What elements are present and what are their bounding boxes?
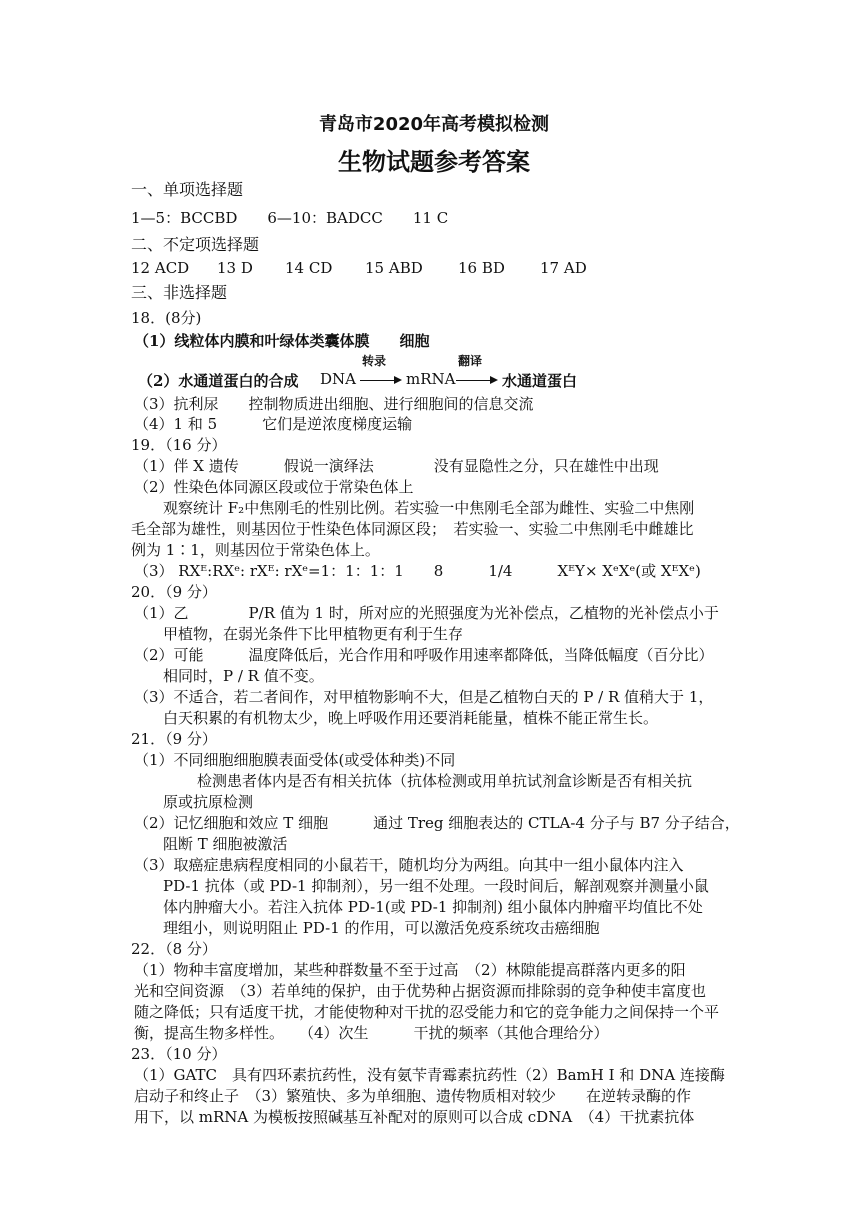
q23-line2: 启动子和终止子 （3）繁殖快、多为单细胞、遗传物质相对较少 在逆转录酶的作 <box>134 1087 692 1105</box>
q19-part2-line3: 例为 1∶1，则基因位于常染色体上。 <box>131 541 380 559</box>
q23-line3: 用下，以 mRNA 为模板按照碱基互补配对的原则可以合成 cDNA （4）干扰素抗体 <box>134 1108 695 1126</box>
q20-part2-line1: （2）可能 温度降低后，光合作用和呼吸作用速率都降低，当降低幅度（百分比） <box>134 646 714 664</box>
q22-line4: 衡，提高生物多样性。 （4）次生 干扰的频率（其他合理给分） <box>134 1024 609 1042</box>
q22-line1: （1）物种丰富度增加，某些种群数量不至于过高 （2）林隙能提高群落内更多的阳 <box>134 961 686 979</box>
q20-part3-line1: （3）不适合，若二者间作，对甲植物影响不大，但是乙植物白天的 P / R 值稍大于 1， <box>134 688 714 706</box>
translation-label: 翻译 <box>458 354 483 368</box>
q20-number: 20．（9 分） <box>131 583 217 601</box>
section-heading-single-choice: 一、单项选择题 <box>131 180 244 199</box>
q21-part2-line1: （2）记忆细胞和效应 T 细胞 通过 Treg 细胞表达的 CTLA-4 分子与 B7 分子结合， <box>134 814 740 832</box>
multi-answer-16: 16 BD <box>458 259 505 277</box>
q22-number: 22．（8 分） <box>131 940 217 958</box>
q19-part2-line1: 观察统计 F₂中焦刚毛的性别比例。若实验一中焦刚毛全部为雌性、实验二中焦刚 <box>163 499 695 517</box>
q22-line2: 光和空间资源 （3）若单纯的保护，由于优势种占据资源而排除弱的竞争种使丰富度也 <box>134 982 707 1000</box>
q19-part2-line2: 毛全部为雄性，则基因位于性染色体同源区段； 若实验一、实验二中焦刚毛中雌雄比 <box>131 520 694 538</box>
multi-answer-17: 17 AD <box>540 259 587 277</box>
document-subtitle: 生物试题参考答案 <box>338 148 530 176</box>
q20-part2-line2: 相同时，P / R 值不变。 <box>163 667 324 685</box>
q20-part3-line2: 白天积累的有机物太少，晚上呼吸作用还要消耗能量，植株不能正常生长。 <box>163 709 659 727</box>
q18-part1: （1）线粒体内膜和叶绿体类囊体膜 细胞 <box>134 332 430 350</box>
q21-part1: （1）不同细胞细胞膜表面受体(或受体种类)不同 <box>134 751 456 769</box>
q18-number: 18．(8分) <box>131 309 202 327</box>
translation-arrow-icon <box>456 380 496 381</box>
q21-part1-line1: 检测患者体内是否有相关抗体（抗体检测或用单抗试剂盒诊断是否有相关抗 <box>197 772 693 790</box>
q23-line1: （1）GATC 具有四环素抗药性，没有氨苄青霉素抗药性（2）BamH I 和 DNA 连接酶 <box>134 1066 725 1084</box>
dna-term: DNA <box>320 370 356 388</box>
q21-part3-line2: PD-1 抗体（或 PD-1 抑制剂），另一组不处理。一段时间后，解剖观察并测量小鼠 <box>163 877 709 895</box>
document-title: 青岛市2020年高考模拟检测 <box>318 114 550 135</box>
q23-number: 23．（10 分） <box>131 1045 227 1063</box>
q19-part1: （1）伴 X 遗传 假说一演绎法 没有显隐性之分，只在雄性中出现 <box>134 457 659 475</box>
single-choice-answers: 1—5：BCCBD 6—10：BADCC 11 C <box>131 209 449 227</box>
q19-number: 19．（16 分） <box>131 436 227 454</box>
q18-part3: （3）抗利尿 控制物质进出细胞、进行细胞间的信息交流 <box>134 395 534 413</box>
transcription-label: 转录 <box>362 354 387 368</box>
q20-part1-line2: 甲植物，在弱光条件下比甲植物更有利于生存 <box>163 625 464 643</box>
q21-part1-line2: 原或抗原检测 <box>163 793 254 811</box>
q18-part2-label: （2）水通道蛋白的合成 <box>138 372 299 390</box>
section-heading-multiple-choice: 二、不定项选择题 <box>131 235 260 254</box>
multi-answer-13: 13 D <box>217 259 253 277</box>
multi-answer-14: 14 CD <box>285 259 333 277</box>
q18-part4: （4）1 和 5 它们是逆浓度梯度运输 <box>134 415 413 433</box>
section-heading-non-choice: 三、非选择题 <box>131 283 228 302</box>
q21-part3-line3: 体内肿瘤大小。若注入抗体 PD-1(或 PD-1 抑制剂) 组小鼠体内肿瘤平均值比不处 <box>163 898 703 916</box>
q19-part3: （3） RXᴱ:RXᵉ: rXᴱ: rXᵉ=1：1：1：1 8 1/4 XᴱY× XᵉXᵉ(或 XᴱXᵉ) <box>134 562 701 580</box>
q21-part3-line1: （3）取癌症患病程度相同的小鼠若干，随机均分为两组。向其中一组小鼠体内注入 <box>134 856 684 874</box>
multi-answer-12: 12 ACD <box>131 259 190 277</box>
multi-answer-15: 15 ABD <box>365 259 423 277</box>
q22-line3: 随之降低；只有适度干扰，才能使物种对干扰的忍受能力和它的竞争能力之间保持一个平 <box>134 1003 720 1021</box>
q21-part3-line4: 理组小，则说明阻止 PD-1 的作用，可以激活免疫系统攻击癌细胞 <box>163 919 600 937</box>
mrna-term: mRNA <box>406 370 456 388</box>
q19-part2: （2）性染色体同源区段或位于常染色体上 <box>134 478 414 496</box>
transcription-arrow-icon <box>360 380 400 381</box>
q21-part2-line2: 阻断 T 细胞被激活 <box>163 835 288 853</box>
q20-part1-line1: （1）乙 P/R 值为 1 时，所对应的光照强度为光补偿点，乙植物的光补偿点小于 <box>134 604 719 622</box>
q21-number: 21．（9 分） <box>131 730 217 748</box>
protein-term: 水通道蛋白 <box>502 372 578 390</box>
